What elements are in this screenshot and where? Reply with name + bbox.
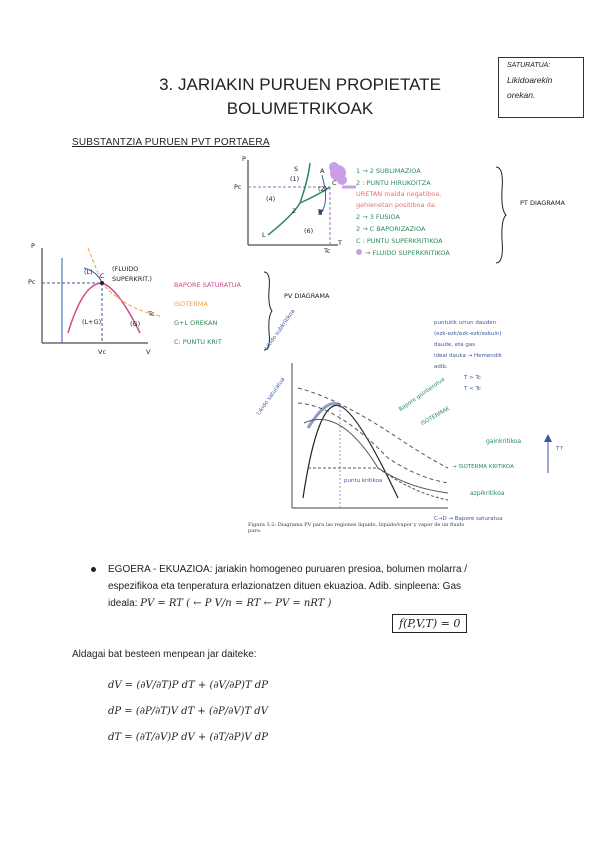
pt-point-6: (6): [304, 227, 314, 235]
pv-legend-4: C: PUNTU KRIT: [174, 338, 222, 346]
pv-tc: Tc: [148, 310, 155, 318]
book-figure: [248, 308, 588, 534]
pv-region-lg: (L+G): [82, 318, 102, 326]
pv-vc: Vc: [98, 348, 107, 356]
pt-legend-6: 2 → C BAPORIZAZIOA: [356, 225, 426, 233]
pv-fluid-label: (FLUIDO SUPERKRIT.): [112, 265, 152, 283]
book-label-sat-vapor: C→D → Bapore saturatua: [434, 516, 503, 522]
section-heading: SUBSTANTZIA PURUEN PVT PORTAERA: [72, 137, 270, 148]
book-note-4: adib.: [434, 364, 448, 370]
pt-legend-3: URETAN malda negatiboa,: [356, 190, 442, 198]
bullet-line-2: espezifikoa eta tenperatura erlazionatzen dituen ekuazioa. Adib. sinpleena: Gas: [108, 581, 462, 592]
book-note-1: (ezk-ezk/ezk-ezk/eskuin): [434, 331, 502, 337]
pt-letter-c: C: [332, 179, 337, 187]
pt-axis-p: P: [242, 155, 246, 163]
pt-letter-b: B: [318, 209, 323, 217]
page-title-line1: 3. JARIAKIN PURUEN PROPIETATE: [159, 75, 441, 94]
pt-letter-a: A: [320, 167, 325, 175]
pt-letter-l: L: [262, 231, 266, 239]
pt-legend-7: C : PUNTU SUPERKRITIKOA: [356, 237, 443, 245]
pv-axis-v: V: [146, 348, 151, 356]
book-note-6: T < Tc: [464, 386, 481, 392]
book-note-3: ideal dauka → Hemendik: [434, 353, 502, 359]
pv-axis-p: P: [31, 242, 35, 250]
pt-axis-t: T: [338, 239, 342, 247]
book-label-isotherm-crit: → ISOTERMA KRITIKOA: [452, 464, 515, 470]
pt-brace-label: PT DIAGRAMA: [520, 199, 566, 207]
book-label-isotherm: ISOTERMAK: [420, 405, 451, 428]
bullet-paragraph: [108, 561, 538, 612]
pv-diagram-graphic: [28, 238, 188, 363]
pv-legend-2: ISOTERMA: [174, 300, 208, 308]
book-notes: [434, 318, 574, 395]
pt-legend-4: gehienetan positiboa da.: [356, 201, 437, 209]
bullet-text-1: : jariakin homogeneo puruaren presioa, bolumen molarra /: [209, 564, 468, 575]
bullet-text-3: ideala:: [108, 598, 138, 609]
pt-point-4: (4): [266, 195, 276, 203]
bullet-term: EGOERA - EKUAZIOA: [108, 564, 210, 575]
book-figure-caption: Figura 3.2: Diagrama PV para las regiones líquido, líquido/vapor y vapor de un fluido puro.: [248, 522, 465, 534]
pt-legend-8: [356, 247, 516, 259]
saturatua-note: [498, 57, 584, 118]
book-note-2: daude, eta gas: [434, 342, 476, 348]
equation-dt: dT = (∂T/∂V)P dV + (∂T/∂P)V dP: [108, 732, 268, 743]
pt-brace-icon: [494, 165, 508, 265]
pt-legend-8-text: → FLUIDO SUPERKRITIKOA: [365, 249, 450, 257]
bullet-dot: [91, 567, 96, 572]
pv-legend-1: BAPORE SATURATUA: [174, 281, 241, 289]
pt-legend: [356, 165, 516, 259]
pt-legend-1: 1 → 2 SUBLIMAZIOA: [356, 167, 421, 175]
bullet-line-1: [108, 561, 538, 578]
book-label-liquid: Likido subkritikoa: [264, 308, 297, 352]
pv-legend-3: G+L OREKAN: [174, 319, 218, 327]
equation-dv: dV = (∂V/∂T)P dT + (∂V/∂P)T dP: [108, 680, 268, 691]
pt-tc: Tc: [324, 247, 331, 255]
note-line-2: Likidoarekin: [507, 75, 553, 85]
pv-brace-label: PV DIAGRAMA: [284, 292, 330, 300]
pt-letter-2: 2: [292, 207, 297, 215]
ideal-gas-eq: PV = RT ( ← P V/n = RT ← PV = nRT ): [140, 598, 332, 609]
book-label-tup: T↑: [556, 446, 564, 452]
pt-legend-5: 2 → 3 FUSIOA: [356, 213, 400, 221]
pv-region-l: (L): [84, 268, 93, 276]
book-label-liquid-sat: Likido saturatua: [256, 376, 287, 417]
page-title-line2: BOLUMETRIKOAK: [226, 99, 374, 118]
pv-region-g: (G): [130, 320, 141, 328]
book-label-subcrit: azpikritikoa: [470, 490, 505, 497]
book-note-5: T > Tc: [464, 375, 481, 381]
book-label-crit-point: puntu kritikoa: [344, 478, 383, 484]
bullet-line-3: [108, 595, 538, 612]
pt-point-2: (2): [318, 185, 328, 193]
book-label-vapor-gas: Bapore gainberotua: [398, 376, 447, 413]
book-note-0: puntutik urrun dauden: [434, 320, 497, 326]
pv-c: C: [100, 272, 105, 280]
book-label-supercrit: gainkritikoa: [486, 438, 522, 445]
pt-legend-2: 2 : PUNTU HIRUKOITZA: [356, 179, 431, 187]
boxed-equation: f(P,V,T) = 0: [392, 614, 467, 633]
note-line-1: SATURATUA:: [507, 62, 551, 69]
note-line-3: orekan.: [507, 90, 536, 100]
pt-pc: Pc: [234, 183, 242, 191]
aldagai-text: Aldagai bat besteen menpean jar daiteke:: [72, 649, 257, 660]
equation-dp: dP = (∂P/∂T)V dT + (∂P/∂V)T dV: [108, 706, 268, 717]
pt-letter-s: S: [294, 165, 299, 173]
pv-pc: Pc: [28, 278, 36, 286]
pt-point-1: (1): [290, 175, 300, 183]
